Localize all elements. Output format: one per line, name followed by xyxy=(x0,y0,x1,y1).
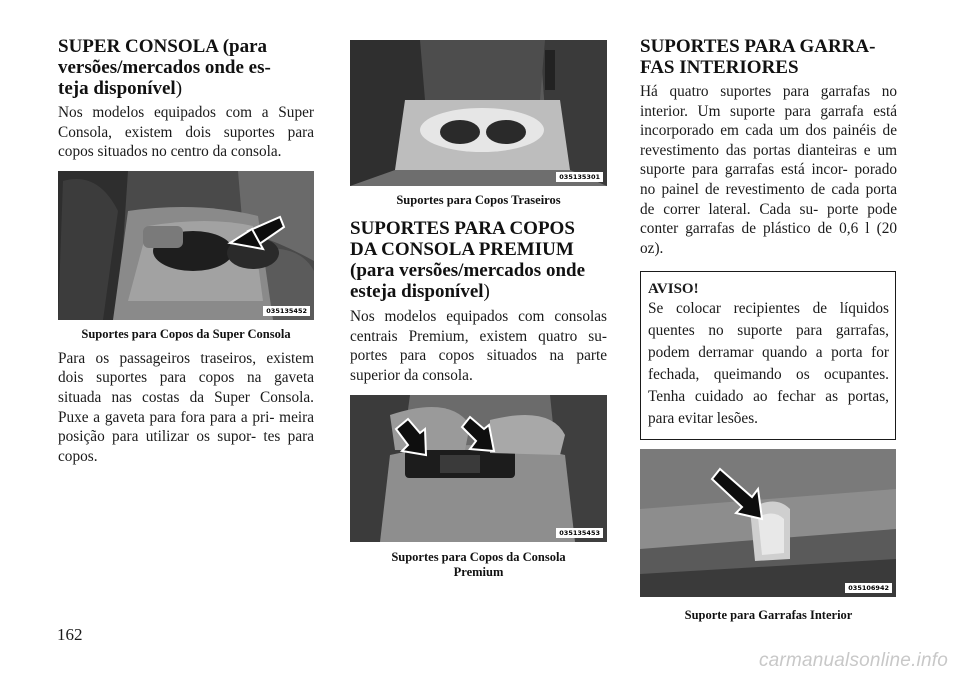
rear-cupholder-photo xyxy=(350,40,607,186)
heading-text: SUPORTES PARA COPOS DA CONSOLA PREMIUM (para versões/mercados onde esteja disponível xyxy=(350,218,586,302)
heading-paren: ) xyxy=(483,281,490,302)
premium-console-caption: Suportes para Copos da Consola Premium xyxy=(391,550,566,580)
warning-text: Se colocar recipientes de líquidos quentes no suporte para garrafas, podem derramar quando a porta for fechada, queimando os ocupantes. Tenha cuidado ao fechar as portas, para evitar lesões. xyxy=(648,300,889,428)
column-left xyxy=(58,36,314,466)
column-right xyxy=(640,36,897,623)
photo-id: 035135452 xyxy=(263,306,310,316)
premium-console-photo xyxy=(350,395,607,542)
super-console-caption: Suportes para Copos da Super Consola xyxy=(81,326,291,341)
photo-id: 035106942 xyxy=(845,583,892,593)
section-heading-bottle-holders: SUPORTES PARA GARRA- FAS INTERIORES xyxy=(640,36,876,78)
column-middle xyxy=(350,40,607,580)
bottle-holders-text: Há quatro suportes para garrafas no interior. Um suporte para garrafa está incorporado em cada um dos painéis de revestimento das portas dianteiras e um suporte para garrafas está incor- porado no painel de revestimento de cada porta de correr lateral. Cada su- porte pode conter garrafas de plástico de 0,6 l (20 oz). xyxy=(640,83,897,257)
watermark: carmanualsonline.info xyxy=(758,650,948,671)
section-heading-premium-console xyxy=(350,218,590,302)
bottle-holder-illustration xyxy=(640,449,896,597)
warning-title: AVISO! xyxy=(648,281,699,298)
warning-box xyxy=(640,271,896,440)
premium-console-text: Nos modelos equipados com consolas centrais Premium, existem quatro su- portes para copos situados na parte superior da consola. xyxy=(350,308,607,384)
bottle-holder-caption: Suporte para Garrafas Interior xyxy=(684,608,853,623)
super-console-intro: Nos modelos equipados com a Super Consola, existem dois suportes para copos situados no centro da consola. xyxy=(58,104,314,161)
premium-console-illustration xyxy=(350,395,607,542)
rear-cupholder-text: Para os passageiros traseiros, existem dois suportes para copos na gaveta situada nas costas da Super Consola. Puxe a gaveta para fora para a pri- meira posição para utilizar os supor- tes para copos. xyxy=(58,349,314,465)
page-number: 162 xyxy=(57,625,83,644)
heading-text: SUPER CONSOLA (para versões/mercados onde es- teja disponível xyxy=(58,36,271,99)
section-heading-super-console xyxy=(58,36,288,99)
rear-cupholder-illustration xyxy=(350,40,607,186)
rear-cupholder-caption: Suportes para Copos Traseiros xyxy=(396,193,561,207)
heading-paren: ) xyxy=(175,78,183,99)
photo-id: 035135301 xyxy=(556,172,603,182)
photo-id: 035135453 xyxy=(556,528,603,538)
super-console-cupholder-photo xyxy=(58,171,314,320)
bottle-holder-photo xyxy=(640,449,896,597)
super-console-illustration xyxy=(58,171,314,320)
